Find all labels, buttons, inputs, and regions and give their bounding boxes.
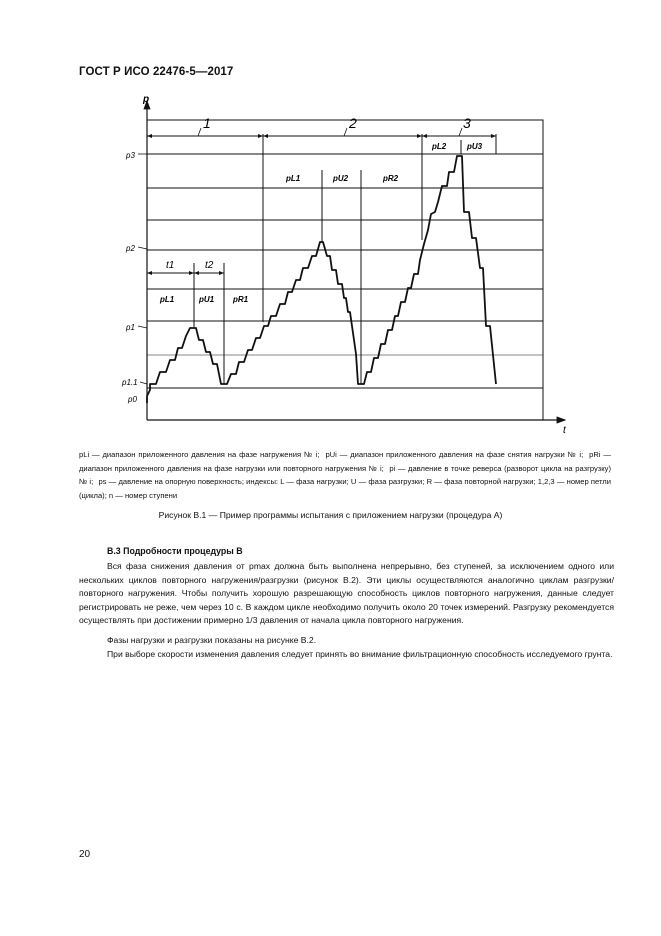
- legend-item: pRi — диапазон приложенного давления на фазе нагрузки или повторного нагружения № i;: [79, 450, 611, 473]
- phase-label: pL1: [160, 295, 175, 304]
- phase-label: pU3: [467, 142, 483, 151]
- level-label-p2: p2: [126, 244, 135, 253]
- legend-item: pUi — диапазон приложенного давления на фазе снятия нагрузки № i;: [325, 450, 584, 459]
- legend-item: pLi — диапазон приложенного давления на фазе нагружения № i;: [79, 450, 320, 459]
- legend-item: pi — давление в точке реверса (разворот цикла на разгрузку) № i;: [79, 463, 611, 487]
- level-label-p0: p0: [128, 395, 137, 404]
- page-number: 20: [79, 849, 91, 860]
- phase-label: pL1: [286, 174, 301, 183]
- document-header: ГОСТ Р ИСО 22476-5—2017: [79, 66, 234, 78]
- phase-label: pU2: [333, 174, 349, 183]
- section-title: В.3 Подробности процедуры В: [107, 546, 243, 556]
- loading-program-figure: [0, 0, 661, 440]
- loop-label-1: 1: [203, 115, 211, 131]
- figure-legend: [79, 448, 611, 502]
- t1-label: t1: [166, 260, 175, 271]
- x-axis-label: t: [563, 425, 566, 436]
- phase-label: pL2: [432, 142, 447, 151]
- paragraph: Вся фаза снижения давления от pmax должна быть выполнена непрерывно, без ступеней, за исключением одного или нескольких циклов повторного нагружения/разгрузки (рисунок В.2). Эти циклы осуществляются аналогично циклам разгрузки/повторного нагружения. Чтобы получить хорошую разрешающую способность циклов повторного нагружения, данные следует регистрировать не реже, чем через 10 с. В каждом цикле необходимо получить около 20 точек измерений. Разгрузку рекомендуется осуществлять при достижении примерно 1/3 давления от начала цикла повторного нагружения.: [79, 561, 614, 626]
- legend-item: ps — давление на опорную поверхность; индексы: L — фаза нагрузки; U — фаза разгрузки; R — фаза повторной нагрузки; 1,2,3 — номер петли (цикла); n — номер ступени: [79, 477, 611, 500]
- t2-label: t2: [205, 260, 214, 271]
- paragraph: Фазы нагрузки и разгрузки показаны на рисунке В.2.: [107, 635, 317, 645]
- level-label-p1-1: p1.1: [122, 378, 138, 387]
- paragraph: При выборе скорости изменения давления следует принять во внимание фильтрационную способность исследуемого грунта.: [107, 649, 613, 659]
- phase-label: pR1: [233, 295, 249, 304]
- phase-label: pU1: [199, 295, 215, 304]
- phase-label: pR2: [383, 174, 399, 183]
- level-label-p1: p1: [126, 323, 135, 332]
- loop-label-2: 2: [349, 115, 357, 131]
- y-axis-label: p: [143, 94, 150, 105]
- figure-caption: Рисунок В.1 — Пример программы испытания с приложением нагрузки (процедура А): [158, 510, 503, 520]
- level-label-p3: p3: [126, 151, 135, 160]
- loop-label-3: 3: [463, 115, 471, 131]
